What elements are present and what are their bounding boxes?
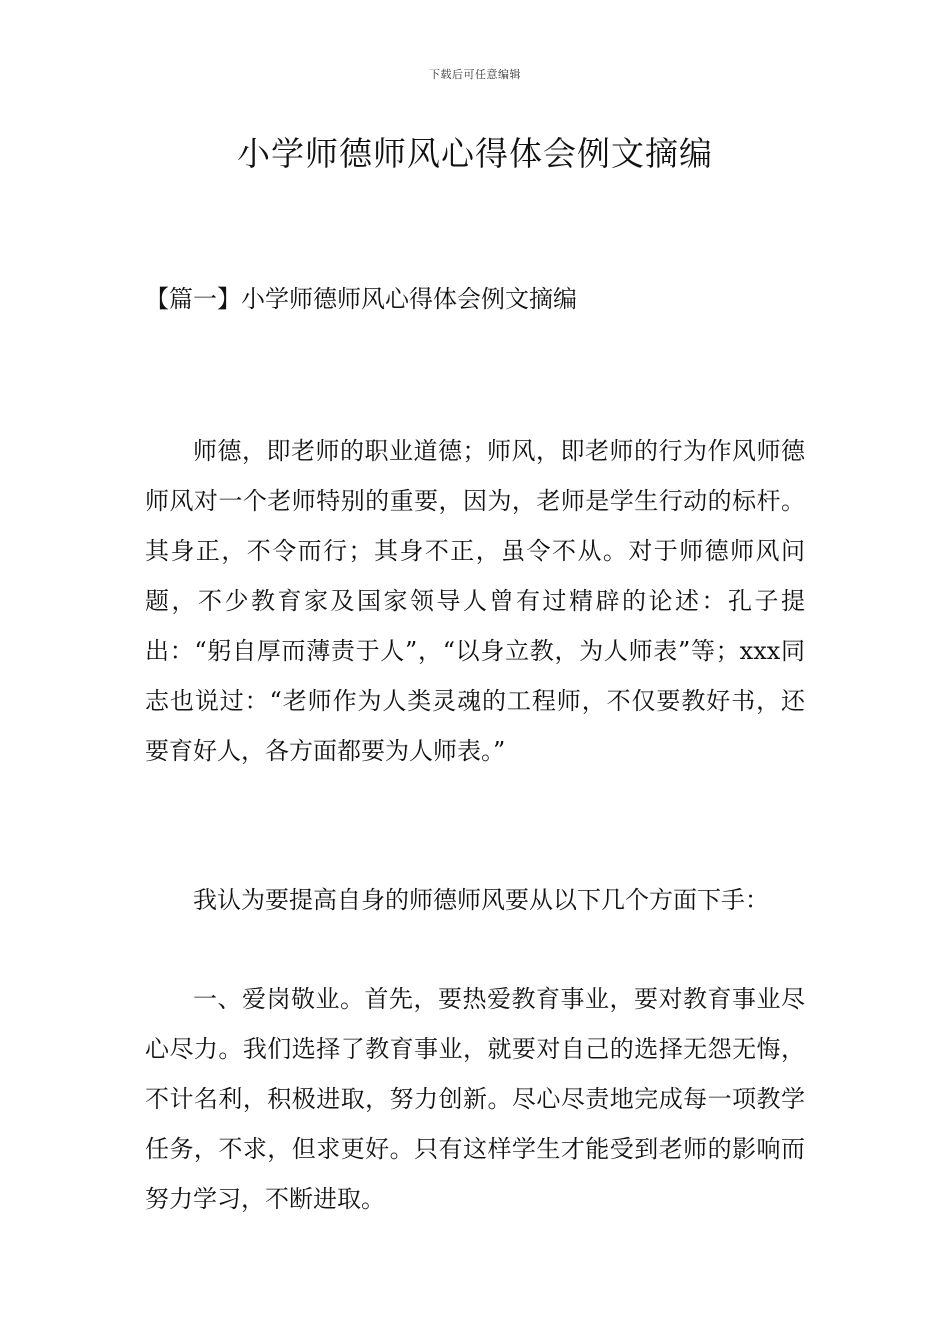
section-heading: 【篇一】小学师德师风心得体会例文摘编 bbox=[145, 285, 577, 313]
document-title: 小学师德师风心得体会例文摘编 bbox=[237, 134, 713, 173]
header-note: 下载后可任意编辑 bbox=[429, 68, 521, 81]
paragraph-point-one: 一、爱岗敬业。首先，要热爱教育事业，要对教育事业尽心尽力。我们选择了教育事业，就要对自己的选择无怨无悔，不计名利，积极进取，努力创新。尽心尽责地完成每一项教学任务，不求，但求更好。只有这样学生才能受到老师的影响而努力学习，不断进取。 bbox=[145, 985, 805, 1213]
paragraph-thesis: 我认为要提高自身的师德师风要从以下几个方面下手： bbox=[193, 886, 769, 914]
paragraph-intro: 师德，即老师的职业道德；师风，即老师的行为作风师德师风对一个老师特别的重要，因为，老师是学生行动的标杆。其身正，不令而行；其身不正，虽令不从。对于师德师风问题，不少教育家及国家领导人曾有过精辟的论述：孔子提出：“躬自厚而薄责于人”，“以身立教，为人师表”等；xxx同志也说过：“老师作为人类灵魂的工程师，不仅要教好书，还要育好人，各方面都要为人师表。” bbox=[145, 437, 805, 765]
